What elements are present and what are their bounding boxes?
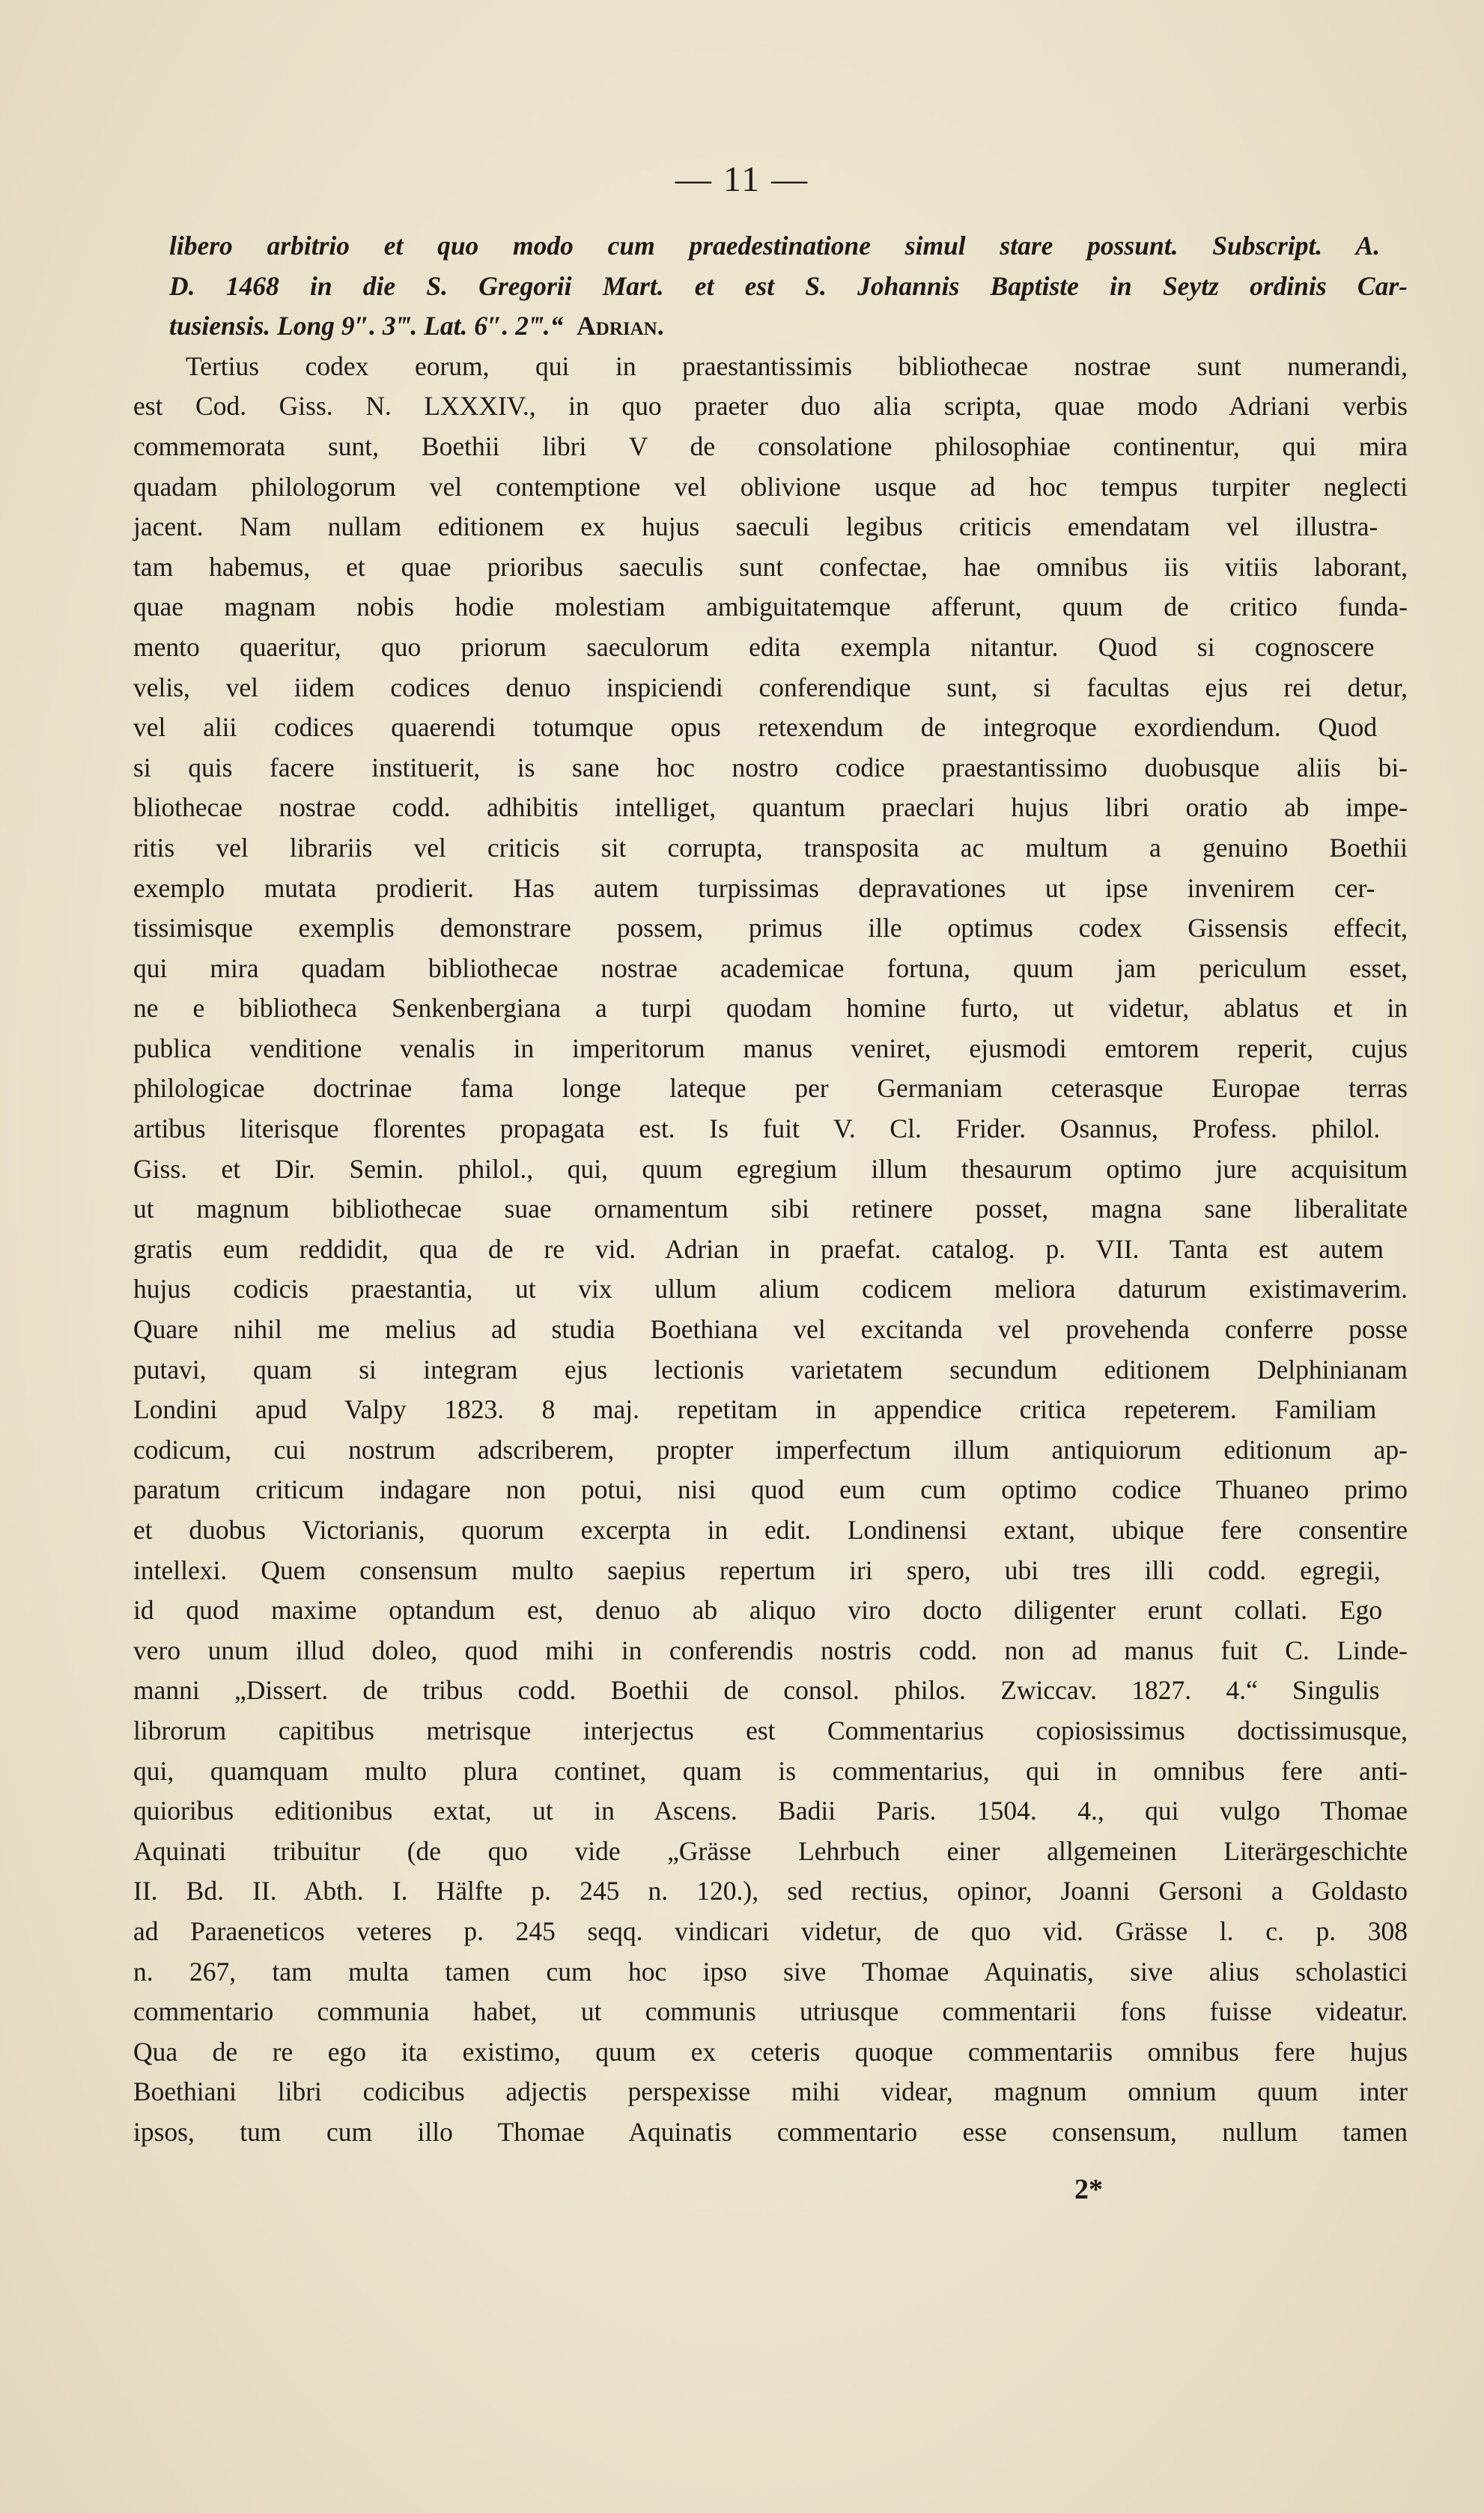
page-number-header: — 11 — [675,159,809,199]
text-line: commemorata sunt, Boethii libri V de consolatione philosophiae continentur, qui mira [133,431,1408,461]
text-line: ipsos, tum cum illo Thomae Aquinatis commentario esse consensum, nullum tamen [133,2116,1408,2147]
text-line: Londini apud Valpy 1823. 8 maj. repetitam in appendice critica repeterem. Familiam [133,1394,1377,1425]
text-line: qui, quamquam multo plura continet, quam is commentarius, qui in omnibus fere anti- [133,1755,1408,1786]
text-line: ritis vel librariis vel criticis sit corrupta, transposita ac multum a genuino Boethii [133,832,1408,863]
text-line: Qua de re ego ita existimo, quum ex ceteris quoque commentariis omnibus fere hujus [133,2036,1408,2067]
body-text [133,226,1408,2153]
text-line: vel alii codices quaerendi totumque opus retexendum de integroque exordiendum. Quod [133,712,1378,743]
text-line: bliothecae nostrae codd. adhibitis intelliget, quantum praeclari hujus libri oratio ab impe- [133,792,1408,823]
text-line: et duobus Victorianis, quorum excerpta in edit. Londinensi extant, ubique fere consentire [133,1515,1408,1545]
citation-author: Adrian. [577,311,664,341]
text-line: mento quaeritur, quo priorum saeculorum edita exempla nitantur. Quod si cognoscere [133,631,1375,662]
text-line: si quis facere instituerit, is sane hoc nostro codice praestantissimo duobusque aliis bi- [133,752,1408,783]
text-line: codicum, cui nostrum adscriberem, propter imperfectum illum antiquiorum editionum ap- [133,1434,1408,1465]
text-line: publica venditione venalis in imperitorum manus veniret, ejusmodi emtorem reperit, cujus [133,1033,1408,1063]
text-line: Tertius codex eorum, qui in praestantissimis bibliothecae nostrae sunt numerandi, [186,350,1408,381]
text-line: Aquinati tribuitur (de quo vide „Grässe Lehrbuch einer allgemeinen Literärgeschichte [133,1835,1408,1866]
text-line: putavi, quam si integram ejus lectionis varietatem secundum editionem Delphinianam [133,1354,1408,1385]
text-line: ut magnum bibliothecae suae ornamentum sibi retinere posset, magna sane liberalitate [133,1194,1408,1224]
text-line-content: tusiensis. Long 9″. 3‴. Lat. 6″. 2‴.“ [169,311,564,341]
text-line: quioribus editionibus extat, ut in Ascens. Badii Paris. 1504. 4., qui vulgo Thomae [133,1796,1408,1826]
text-line: manni „Dissert. de tribus codd. Boethii de consol. philos. Zwiccav. 1827. 4.“ Singulis [133,1675,1380,1706]
signature-mark: 2* [1074,2174,1103,2205]
text-line: vero unum illud doleo, quod mihi in conferendis nostris codd. non ad manus fuit C. Linde- [133,1635,1408,1665]
text-line: hujus codicis praestantia, ut vix ullum alium codicem meliora daturum existimaverim. [133,1274,1408,1304]
text-line: tam habemus, et quae prioribus saeculis sunt confectae, hae omnibus iis vitiis laborant, [133,551,1408,582]
text-line: Boethiani libri codicibus adjectis perspexisse mihi videar, magnum omnium quum inter [133,2076,1408,2107]
text-line: exemplo mutata prodierit. Has autem turpissimas depravationes ut ipse invenirem cer- [133,872,1375,903]
text-line: n. 267, tam multa tamen cum hoc ipso sive Thomae Aquinatis, sive alius scholastici [133,1956,1408,1987]
text-line: artibus literisque florentes propagata est. Is fuit V. Cl. Frider. Osannus, Profess. philol. [133,1113,1381,1144]
text-line: paratum criticum indagare non potui, nisi quod eum cum optimo codice Thuaneo primo [133,1474,1408,1505]
text-line: ne e bibliotheca Senkenbergiana a turpi quodam homine furto, ut videtur, ablatus et in [133,993,1408,1024]
text-line: libero arbitrio et quo modo cum praedestinatione simul stare possunt. Subscript. A. [169,231,1381,261]
text-line: qui mira quadam bibliothecae nostrae academicae fortuna, quum jam periculum esset, [133,952,1408,983]
text-line: II. Bd. II. Abth. I. Hälfte p. 245 n. 120.), sed rectius, opinor, Joanni Gersoni a Goldasto [133,1876,1408,1906]
text-line: ad Paraeneticos veteres p. 245 seqq. vindicari videtur, de quo vid. Grässe l. c. p. 308 [133,1915,1408,1946]
text-line: est Cod. Giss. N. LXXXIV., in quo praeter duo alia scripta, quae modo Adriani verbis [133,391,1408,422]
text-line: philologicae doctrinae fama longe lateque per Germaniam ceterasque Europae terras [133,1073,1408,1104]
text-line: tissimisque exemplis demonstrare possem, primus ille optimus codex Gissensis effecit, [133,913,1408,943]
text-line: commentario communia habet, ut communis utriusque commentarii fons fuisse videatur. [133,1996,1408,2027]
text-line: librorum capitibus metrisque interjectus est Commentarius copiosissimus doctissimusque, [133,1715,1408,1745]
text-line: intellexi. Quem consensum multo saepius repertum iri spero, ubi tres illi codd. egregii, [133,1555,1381,1585]
text-line: Giss. et Dir. Semin. philol., qui, quum egregium illum thesaurum optimo jure acquisitum [133,1153,1408,1184]
text-line: quadam philologorum vel contemptione vel oblivione usque ad hoc tempus turpiter neglecti [133,471,1408,502]
text-line: jacent. Nam nullam editionem ex hujus saeculi legibus criticis emendatam vel illustra- [133,511,1378,542]
text-line: D. 1468 in die S. Gregorii Mart. et est S. Johannis Baptiste in Seytz ordinis Car- [169,270,1408,301]
text-line: velis, vel iidem codices denuo inspiciendi conferendique sunt, si facultas ejus rei detur, [133,672,1408,702]
text-line: quae magnam nobis hodie molestiam ambiguitatemque afferunt, quum de critico funda- [133,592,1408,622]
text-line: gratis eum reddidit, qua de re vid. Adrian in praefat. catalog. p. VII. Tanta est autem [133,1233,1384,1264]
text-line: Quare nihil me melius ad studia Boethiana vel excitanda vel provehenda conferre posse [133,1314,1408,1345]
text-line: id quod maxime optandum est, denuo ab aliquo viro docto diligenter erunt collati. Ego [133,1595,1383,1626]
text-line [133,306,1408,347]
